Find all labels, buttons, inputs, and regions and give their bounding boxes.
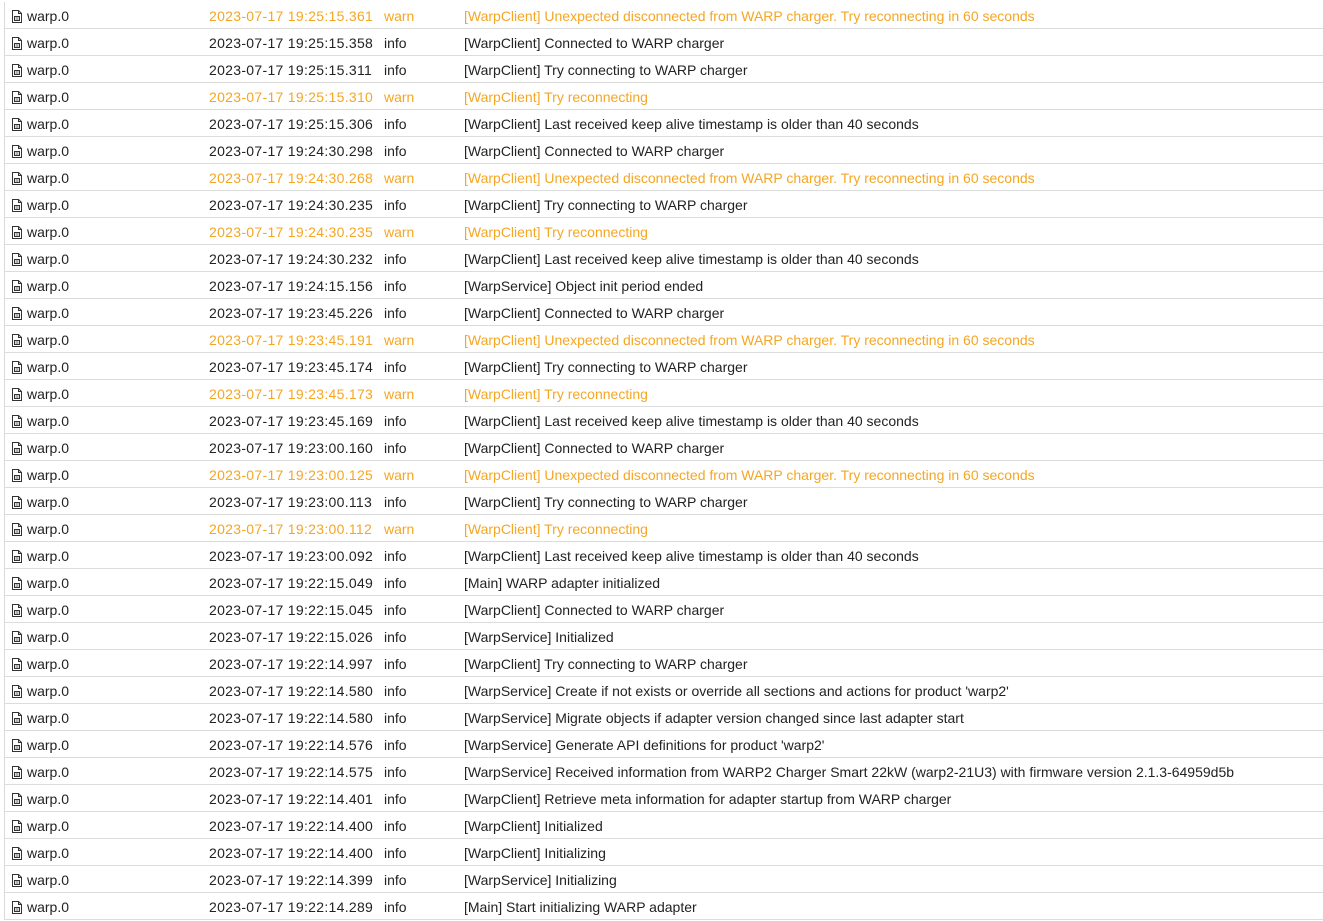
log-message: [WarpService] Received information from WARP2 Charger Smart 22kW (warp2-21U3) with firmware version 2.1.3-64959d5b <box>464 764 1235 780</box>
log-source-label: warp.0 <box>27 170 70 186</box>
log-timestamp: 2023-07-17 19:23:45.174 <box>209 359 374 375</box>
log-message: [WarpClient] Try reconnecting <box>464 89 648 105</box>
log-source <box>11 575 69 593</box>
adapter-instance-icon <box>11 766 23 782</box>
log-source-label: warp.0 <box>27 143 70 159</box>
log-severity: info <box>384 143 407 159</box>
log-source <box>11 467 69 485</box>
log-source-label: warp.0 <box>27 35 70 51</box>
adapter-instance-icon <box>11 820 23 836</box>
log-row[interactable] <box>5 299 1323 326</box>
log-timestamp: 2023-07-17 19:24:30.268 <box>209 170 374 186</box>
log-row[interactable] <box>5 758 1323 785</box>
log-message: [WarpService] Initializing <box>464 872 617 888</box>
log-timestamp: 2023-07-17 19:23:00.092 <box>209 548 374 564</box>
log-source <box>11 791 69 809</box>
log-row[interactable] <box>5 893 1323 920</box>
log-message: [WarpClient] Connected to WARP charger <box>464 305 725 321</box>
log-timestamp: 2023-07-17 19:25:15.358 <box>209 35 374 51</box>
adapter-instance-icon <box>11 604 23 620</box>
log-timestamp: 2023-07-17 19:22:14.401 <box>209 791 374 807</box>
log-severity: info <box>384 764 407 780</box>
log-source <box>11 764 69 782</box>
log-message: [Main] WARP adapter initialized <box>464 575 661 591</box>
log-message: [WarpClient] Try reconnecting <box>464 386 648 402</box>
log-source-label: warp.0 <box>27 413 70 429</box>
log-severity: info <box>384 791 407 807</box>
log-message: [WarpClient] Last received keep alive timestamp is older than 40 seconds <box>464 251 919 267</box>
log-severity: info <box>384 683 407 699</box>
log-source <box>11 116 69 134</box>
log-row[interactable] <box>5 164 1323 191</box>
log-severity: warn <box>384 386 415 402</box>
adapter-instance-icon <box>11 739 23 755</box>
log-source <box>11 278 69 296</box>
log-timestamp: 2023-07-17 19:23:00.125 <box>209 467 374 483</box>
log-row[interactable] <box>5 623 1323 650</box>
log-severity: warn <box>384 170 415 186</box>
log-severity: info <box>384 440 407 456</box>
log-message: [WarpClient] Initializing <box>464 845 606 861</box>
log-row[interactable] <box>5 83 1323 110</box>
log-source-label: warp.0 <box>27 359 70 375</box>
adapter-instance-icon <box>11 874 23 890</box>
log-severity: info <box>384 359 407 375</box>
log-source-label: warp.0 <box>27 629 70 645</box>
log-timestamp: 2023-07-17 19:22:14.580 <box>209 710 374 726</box>
log-timestamp: 2023-07-17 19:24:30.235 <box>209 197 374 213</box>
log-timestamp: 2023-07-17 19:25:15.361 <box>209 8 374 24</box>
log-row[interactable] <box>5 2 1323 29</box>
adapter-instance-icon <box>11 10 23 26</box>
log-source <box>11 8 69 26</box>
log-message: [WarpClient] Last received keep alive timestamp is older than 40 seconds <box>464 413 919 429</box>
log-timestamp: 2023-07-17 19:22:14.399 <box>209 872 374 888</box>
adapter-instance-icon <box>11 226 23 242</box>
log-row[interactable] <box>5 137 1323 164</box>
log-row[interactable] <box>5 110 1323 137</box>
log-message: [WarpClient] Try reconnecting <box>464 521 648 537</box>
log-message: [WarpService] Initialized <box>464 629 614 645</box>
log-timestamp: 2023-07-17 19:22:15.049 <box>209 575 374 591</box>
log-source <box>11 818 69 836</box>
log-message: [WarpClient] Try reconnecting <box>464 224 648 240</box>
log-message: [WarpService] Migrate objects if adapter version changed since last adapter start <box>464 710 964 726</box>
adapter-instance-icon <box>11 172 23 188</box>
log-source-label: warp.0 <box>27 818 70 834</box>
adapter-instance-icon <box>11 631 23 647</box>
log-source-label: warp.0 <box>27 386 70 402</box>
adapter-instance-icon <box>11 712 23 728</box>
log-row[interactable] <box>5 596 1323 623</box>
log-message: [WarpClient] Retrieve meta information for adapter startup from WARP charger <box>464 791 952 807</box>
log-source-label: warp.0 <box>27 224 70 240</box>
log-timestamp: 2023-07-17 19:22:14.289 <box>209 899 374 915</box>
log-row[interactable] <box>5 731 1323 758</box>
log-source <box>11 251 69 269</box>
adapter-instance-icon <box>11 118 23 134</box>
adapter-instance-icon <box>11 469 23 485</box>
log-row[interactable] <box>5 353 1323 380</box>
log-severity: warn <box>384 224 415 240</box>
log-row[interactable] <box>5 542 1323 569</box>
log-row[interactable] <box>5 488 1323 515</box>
log-source-label: warp.0 <box>27 548 70 564</box>
log-message: [WarpClient] Try connecting to WARP charger <box>464 359 748 375</box>
log-message: [WarpService] Generate API definitions for product 'warp2' <box>464 737 825 753</box>
log-timestamp: 2023-07-17 19:23:00.113 <box>209 494 373 510</box>
log-source <box>11 89 69 107</box>
log-message: [WarpClient] Connected to WARP charger <box>464 143 725 159</box>
log-source-label: warp.0 <box>27 575 70 591</box>
adapter-instance-icon <box>11 847 23 863</box>
adapter-instance-icon <box>11 685 23 701</box>
log-severity: info <box>384 656 407 672</box>
log-message: [WarpClient] Unexpected disconnected from WARP charger. Try reconnecting in 60 seconds <box>464 8 1035 24</box>
log-timestamp: 2023-07-17 19:24:15.156 <box>209 278 374 294</box>
log-row[interactable] <box>5 677 1323 704</box>
log-source <box>11 521 69 539</box>
log-timestamp: 2023-07-17 19:22:14.400 <box>209 845 374 861</box>
adapter-instance-icon <box>11 361 23 377</box>
log-source <box>11 737 69 755</box>
log-source-label: warp.0 <box>27 467 70 483</box>
log-row[interactable] <box>5 272 1323 299</box>
log-severity: info <box>384 305 407 321</box>
log-timestamp: 2023-07-17 19:22:14.576 <box>209 737 374 753</box>
adapter-instance-icon <box>11 388 23 404</box>
log-severity: warn <box>384 332 415 348</box>
log-source <box>11 683 69 701</box>
log-severity: warn <box>384 467 415 483</box>
log-source-label: warp.0 <box>27 737 70 753</box>
adapter-instance-icon <box>11 550 23 566</box>
log-row[interactable] <box>5 866 1323 893</box>
adapter-instance-icon <box>11 334 23 350</box>
log-severity: info <box>384 251 407 267</box>
log-source-label: warp.0 <box>27 764 70 780</box>
log-source <box>11 197 69 215</box>
log-message: [WarpService] Object init period ended <box>464 278 704 294</box>
log-timestamp: 2023-07-17 19:23:45.173 <box>209 386 374 402</box>
log-source-label: warp.0 <box>27 62 70 78</box>
log-source-label: warp.0 <box>27 872 70 888</box>
log-source <box>11 170 69 188</box>
log-timestamp: 2023-07-17 19:25:15.310 <box>209 89 374 105</box>
log-severity: info <box>384 116 407 132</box>
adapter-instance-icon <box>11 145 23 161</box>
log-message: [WarpClient] Unexpected disconnected from WARP charger. Try reconnecting in 60 seconds <box>464 332 1035 348</box>
log-source <box>11 872 69 890</box>
log-row[interactable] <box>5 569 1323 596</box>
log-source <box>11 845 69 863</box>
log-source <box>11 224 69 242</box>
adapter-instance-icon <box>11 523 23 539</box>
adapter-instance-icon <box>11 658 23 674</box>
log-row[interactable] <box>5 839 1323 866</box>
log-message: [WarpClient] Connected to WARP charger <box>464 440 725 456</box>
adapter-instance-icon <box>11 496 23 512</box>
log-source-label: warp.0 <box>27 278 70 294</box>
adapter-instance-icon <box>11 91 23 107</box>
log-row[interactable] <box>5 434 1323 461</box>
log-source <box>11 332 69 350</box>
log-timestamp: 2023-07-17 19:25:15.306 <box>209 116 374 132</box>
log-source <box>11 386 69 404</box>
log-severity: info <box>384 602 407 618</box>
log-message: [WarpClient] Unexpected disconnected from WARP charger. Try reconnecting in 60 seconds <box>464 467 1035 483</box>
log-row[interactable] <box>5 461 1323 488</box>
log-timestamp: 2023-07-17 19:22:14.997 <box>209 656 374 672</box>
log-source-label: warp.0 <box>27 656 70 672</box>
log-severity: info <box>384 494 407 510</box>
log-row[interactable] <box>5 218 1323 245</box>
log-severity: warn <box>384 8 415 24</box>
adapter-instance-icon <box>11 280 23 296</box>
log-timestamp: 2023-07-17 19:22:14.400 <box>209 818 374 834</box>
log-source <box>11 494 69 512</box>
log-source <box>11 440 69 458</box>
log-timestamp: 2023-07-17 19:24:30.298 <box>209 143 374 159</box>
log-message: [WarpClient] Last received keep alive timestamp is older than 40 seconds <box>464 116 919 132</box>
log-source-label: warp.0 <box>27 197 70 213</box>
log-timestamp: 2023-07-17 19:23:00.160 <box>209 440 374 456</box>
log-source <box>11 899 69 917</box>
log-source <box>11 413 69 431</box>
log-severity: info <box>384 278 407 294</box>
log-timestamp: 2023-07-17 19:23:00.112 <box>209 521 373 537</box>
log-timestamp: 2023-07-17 19:25:15.311 <box>209 62 373 78</box>
log-severity: info <box>384 575 407 591</box>
log-timestamp: 2023-07-17 19:23:45.169 <box>209 413 374 429</box>
log-severity: info <box>384 845 407 861</box>
log-severity: info <box>384 629 407 645</box>
log-source <box>11 602 69 620</box>
log-message: [WarpClient] Connected to WARP charger <box>464 35 725 51</box>
adapter-instance-icon <box>11 901 23 917</box>
adapter-instance-icon <box>11 442 23 458</box>
log-source <box>11 629 69 647</box>
log-table <box>4 2 1323 920</box>
log-source <box>11 656 69 674</box>
log-source <box>11 710 69 728</box>
log-source-label: warp.0 <box>27 845 70 861</box>
log-row[interactable] <box>5 785 1323 812</box>
log-severity: info <box>384 710 407 726</box>
log-source-label: warp.0 <box>27 305 70 321</box>
log-message: [WarpClient] Try connecting to WARP charger <box>464 62 748 78</box>
log-source-label: warp.0 <box>27 8 70 24</box>
log-source-label: warp.0 <box>27 116 70 132</box>
log-row[interactable] <box>5 29 1323 56</box>
log-severity: info <box>384 413 407 429</box>
log-source-label: warp.0 <box>27 710 70 726</box>
adapter-instance-icon <box>11 199 23 215</box>
adapter-instance-icon <box>11 793 23 809</box>
log-timestamp: 2023-07-17 19:23:45.191 <box>209 332 374 348</box>
log-source-label: warp.0 <box>27 332 70 348</box>
log-source-label: warp.0 <box>27 899 70 915</box>
log-source-label: warp.0 <box>27 251 70 267</box>
log-severity: info <box>384 872 407 888</box>
log-timestamp: 2023-07-17 19:22:14.575 <box>209 764 374 780</box>
log-row[interactable] <box>5 515 1323 542</box>
log-source-label: warp.0 <box>27 602 70 618</box>
log-source-label: warp.0 <box>27 494 70 510</box>
log-severity: info <box>384 548 407 564</box>
adapter-instance-icon <box>11 307 23 323</box>
log-source <box>11 62 69 80</box>
log-timestamp: 2023-07-17 19:23:45.226 <box>209 305 374 321</box>
log-source-label: warp.0 <box>27 440 70 456</box>
log-severity: info <box>384 737 407 753</box>
log-severity: warn <box>384 89 415 105</box>
adapter-instance-icon <box>11 415 23 431</box>
log-row[interactable] <box>5 326 1323 353</box>
log-severity: info <box>384 35 407 51</box>
log-timestamp: 2023-07-17 19:24:30.232 <box>209 251 374 267</box>
log-row[interactable] <box>5 704 1323 731</box>
log-timestamp: 2023-07-17 19:22:15.026 <box>209 629 374 645</box>
log-row[interactable] <box>5 812 1323 839</box>
log-source <box>11 548 69 566</box>
log-row[interactable] <box>5 245 1323 272</box>
log-severity: info <box>384 818 407 834</box>
log-row[interactable] <box>5 380 1323 407</box>
log-severity: info <box>384 197 407 213</box>
log-row[interactable] <box>5 650 1323 677</box>
adapter-instance-icon <box>11 577 23 593</box>
log-source <box>11 359 69 377</box>
log-severity: info <box>384 899 407 915</box>
log-message: [WarpClient] Initialized <box>464 818 603 834</box>
log-row[interactable] <box>5 407 1323 434</box>
adapter-instance-icon <box>11 253 23 269</box>
log-message: [Main] Start initializing WARP adapter <box>464 899 697 915</box>
log-message: [WarpClient] Last received keep alive timestamp is older than 40 seconds <box>464 548 919 564</box>
log-source-label: warp.0 <box>27 521 70 537</box>
log-timestamp: 2023-07-17 19:22:14.580 <box>209 683 374 699</box>
adapter-instance-icon <box>11 37 23 53</box>
log-row[interactable] <box>5 56 1323 83</box>
log-row[interactable] <box>5 191 1323 218</box>
log-message: [WarpClient] Try connecting to WARP charger <box>464 197 748 213</box>
log-source <box>11 143 69 161</box>
adapter-instance-icon <box>11 64 23 80</box>
log-source <box>11 305 69 323</box>
log-source <box>11 35 69 53</box>
log-source-label: warp.0 <box>27 683 70 699</box>
log-severity: info <box>384 62 407 78</box>
log-message: [WarpClient] Connected to WARP charger <box>464 602 725 618</box>
log-message: [WarpClient] Try connecting to WARP charger <box>464 656 748 672</box>
log-timestamp: 2023-07-17 19:24:30.235 <box>209 224 374 240</box>
log-message: [WarpService] Create if not exists or override all sections and actions for product 'warp2' <box>464 683 1009 699</box>
log-timestamp: 2023-07-17 19:22:15.045 <box>209 602 374 618</box>
log-source-label: warp.0 <box>27 89 70 105</box>
log-source-label: warp.0 <box>27 791 70 807</box>
log-message: [WarpClient] Try connecting to WARP charger <box>464 494 748 510</box>
log-severity: warn <box>384 521 415 537</box>
log-message: [WarpClient] Unexpected disconnected from WARP charger. Try reconnecting in 60 seconds <box>464 170 1035 186</box>
